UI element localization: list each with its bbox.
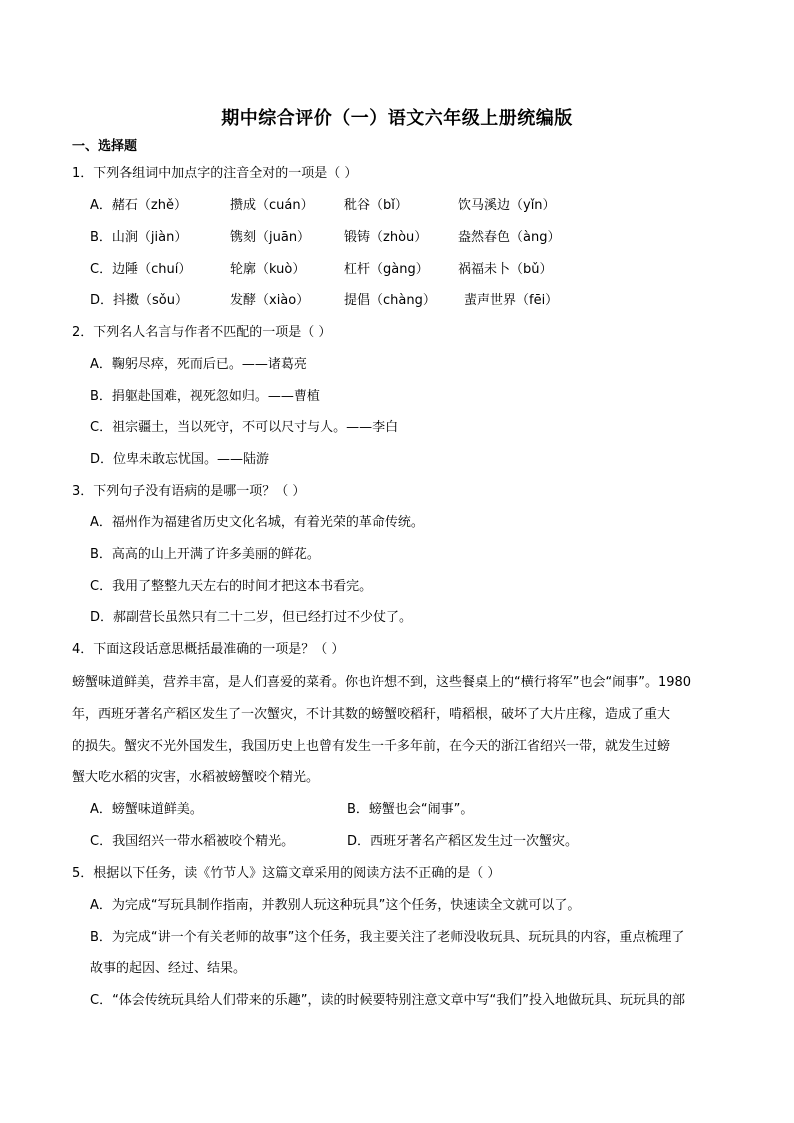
q1-option-d-2: 发酵（xiào） (230, 293, 310, 308)
q1-option-b-2: 镌刻（juān） (230, 230, 311, 245)
q1-option-a-4: 饮马溪边（yǐn） (458, 198, 556, 213)
q5-option-b-continued: 故事的起因、经过、结果。 (90, 961, 247, 976)
q4-option-c: C．我国绍兴一带水稻被咬个精光。 (90, 834, 295, 849)
q5-option-c: C．“体会传统玩具给人们带来的乐趣”，读的时候要特别注意文章中写“我们”投入地做玩具、玩玩具的部 (90, 993, 686, 1008)
q1-option-a-2: 攒成（cuán） (230, 198, 314, 213)
q4-passage-line: 的损失。蟹灾不光外国发生，我国历史上也曾有发生一千多年前，在今天的浙江省绍兴一带，就发生过螃 (72, 739, 671, 754)
q1-option-a-1: A．赭石（zhě） (90, 198, 187, 213)
q1-option-b-3: 锻铸（zhòu） (344, 230, 428, 245)
q2-option-a: A．鞠躬尽瘁，死而后已。——诸葛亮 (90, 357, 307, 372)
q3-stem: 3．下列句子没有语病的是哪一项？（ ） (72, 484, 306, 499)
q2-stem: 2．下列名人名言与作者不匹配的一项是（ ） (72, 325, 332, 340)
q4-passage-line: 螃蟹味道鲜美，营养丰富，是人们喜爱的菜肴。你也许想不到，这些餐桌上的“横行将军”也会“闹事”。1980 (72, 675, 692, 690)
q3-option-c: C．我用了整整九天左右的时间才把这本书看完。 (90, 579, 373, 594)
section-heading: 一、选择题 (72, 139, 138, 154)
q4-option-d: D．西班牙著名产稻区发生过一次蟹灾。 (347, 834, 579, 849)
q1-option-d-3: 提倡（chàng） (344, 293, 436, 308)
q1-option-c-1: C．边陲（chuí） (90, 262, 192, 277)
q1-stem: 1．下列各组词中加点字的注音全对的一项是（ ） (72, 166, 358, 181)
q1-option-c-4: 祸福未卜（bǔ） (458, 262, 553, 277)
q5-option-a: A．为完成“写玩具制作指南，并教别人玩这种玩具”这个任务，快速读全文就可以了。 (90, 898, 581, 913)
q4-stem: 4．下面这段话意思概括最准确的一项是？（ ） (72, 642, 345, 657)
q4-passage-line: 年，西班牙著名产稻区发生了一次蟹灾，不计其数的螃蟹咬稻秆，啃稻根，破坏了大片庄稼，造成了重大 (72, 707, 671, 722)
q3-option-d: D．郝副营长虽然只有二十二岁，但已经打过不少仗了。 (90, 610, 413, 625)
q3-option-a: A．福州作为福建省历史文化名城，有着光荣的革命传统。 (90, 515, 424, 530)
q1-option-b-1: B．山涧（jiàn） (90, 230, 188, 245)
q1-option-b-4: 盎然春色（àng） (458, 230, 561, 245)
q2-option-d: D．位卑未敢忘忧国。——陆游 (90, 452, 270, 467)
q1-option-c-3: 杠杆（gàng） (344, 262, 429, 277)
q1-option-d-1: D．抖擞（sǒu） (90, 293, 188, 308)
q4-option-a: A．螃蟹味道鲜美。 (90, 802, 203, 817)
q5-option-b: B．为完成“讲一个有关老师的故事”这个任务，我主要关注了老师没收玩具、玩玩具的内容，重点梳理了 (90, 930, 685, 945)
q5-stem: 5．根据以下任务，读《竹节人》这篇文章采用的阅读方法不正确的是（ ） (72, 866, 501, 881)
q1-option-a-3: 秕谷（bǐ） (344, 198, 408, 213)
q1-option-d-4: 蜚声世界（fēi） (464, 293, 559, 308)
q3-option-b: B．高高的山上开满了许多美丽的鲜花。 (90, 547, 320, 562)
q4-passage-line: 蟹大吃水稻的灾害，水稻被螃蟹咬个精光。 (72, 770, 320, 785)
page-title: 期中综合评价（一）语文六年级上册统编版 (221, 108, 573, 129)
q1-option-c-2: 轮廓（kuò） (230, 262, 306, 277)
q2-option-b: B．捐躯赴国难，视死忽如归。——曹植 (90, 389, 320, 404)
q2-option-c: C．祖宗疆土，当以死守，不可以尺寸与人。——李白 (90, 420, 399, 435)
q4-option-b: B．螃蟹也会“闹事”。 (347, 802, 474, 817)
